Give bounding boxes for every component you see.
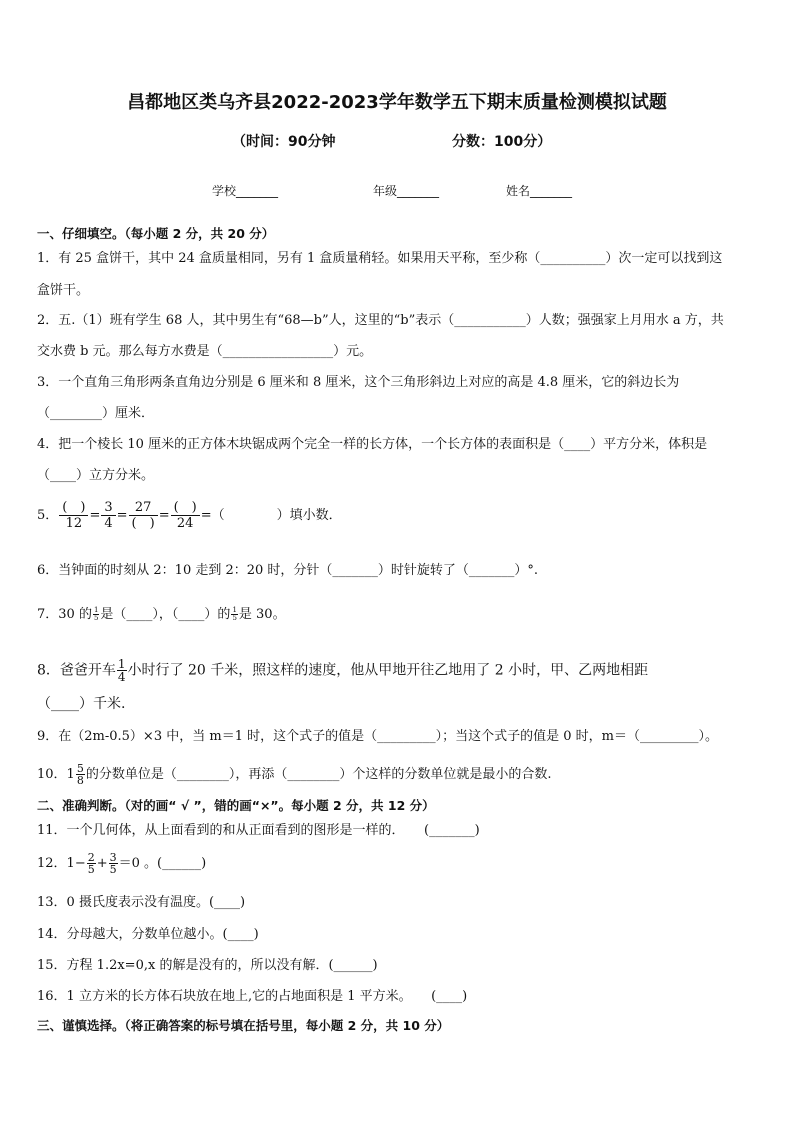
question-6: 6．当钟面的时刻从 2：10 走到 2：20 时，分针（_______）时针旋转了（_______）°.	[37, 563, 539, 578]
page-title: 昌都地区类乌齐县2022-2023学年数学五下期末质量检测模拟试题	[127, 92, 667, 113]
section-1-heading: 一、仔细填空。（每小题 2 分，共 20 分）	[37, 226, 275, 241]
question-1-line-2: 盒饼干。	[37, 283, 90, 298]
fraction-1-over-5: $\frac{1}{5}$	[93, 606, 99, 622]
question-11: 11．一个几何体，从上面看到的和从正面看到的图形是一样的． (_______)	[37, 823, 480, 838]
question-5-number: 5．	[37, 508, 59, 523]
question-5-tail: =（ ）填小数．	[200, 508, 342, 523]
fraction-2-over-5: $\frac{2}{5}$	[87, 851, 95, 876]
fraction-5-over-8: $\frac{5}{8}$	[76, 762, 84, 787]
question-12: 12．1− $\frac{2}{5}$ + $\frac{3}{5}$ ＝0 。(______)	[37, 851, 207, 876]
fraction-blank-over-24: $\frac{( )}{24}$	[171, 500, 200, 531]
exam-score: 分数：100分）	[452, 134, 552, 150]
section-2-heading: 二、准确判断。（对的画“ √ ”，错的画“×”。每小题 2 分，共 12 分）	[37, 798, 435, 813]
question-16: 16．1 立方米的长方体石块放在地上,它的占地面积是 1 平方米。 (____)	[37, 989, 468, 1004]
exam-time: （时间：90分钟	[232, 134, 336, 150]
fraction-blank-over-12: $\frac{( )}{12}$	[59, 500, 88, 531]
question-1-line-1: 1．有 25 盒饼干，其中 24 盒质量相同，另有 1 盒质量稍轻。如果用天平称，至少称（__________）次一定可以找到这	[37, 251, 723, 266]
question-3-line-1: 3．一个直角三角形两条直角边分别是 6 厘米和 8 厘米，这个三角形斜边上对应的高是 4.8 厘米，它的斜边长为	[37, 375, 680, 390]
question-7: 7．30 的 $\frac{1}{5}$ 是（____），（____）的 $\frac{1}{5}$ 是 30。	[37, 606, 286, 622]
fraction-3-over-4: $\frac{3}{4}$	[101, 500, 115, 531]
question-8-line-2: （____）千米.	[37, 696, 126, 712]
question-14: 14．分母越大，分数单位越小。(____)	[37, 927, 259, 942]
question-5: 5． $\frac{( )}{12}$ = $\frac{3}{4}$ = $\frac{27}{( )}$ = $\frac{( )}{24}$ =（ ）填小数．	[37, 500, 342, 531]
question-8-line-1: 8．爸爸开车 $\frac{1}{4}$ 小时行了 20 千米，照这样的速度，他从甲地开往乙地用了 2 小时，甲、乙两地相距	[37, 657, 649, 684]
question-3-line-2: （________）厘米．	[37, 406, 155, 421]
question-4-line-2: （____）立方分米。	[37, 468, 155, 483]
question-4-line-1: 4．把一个棱长 10 厘米的正方体木块锯成两个完全一样的长方体，一个长方体的表面积是（____）平方分米，体积是	[37, 437, 708, 452]
school-field: 学校_______	[212, 184, 279, 198]
question-10: 10．1 $\frac{5}{8}$ 的分数单位是（________），再添（________）个这样的分数单位就是最小的合数.	[37, 762, 552, 787]
grade-field: 年级_______	[373, 184, 440, 198]
fraction-1-over-4: $\frac{1}{4}$	[117, 657, 126, 684]
fraction-1-over-5-second: $\frac{1}{5}$	[232, 606, 237, 622]
fraction-27-over-blank: $\frac{27}{( )}$	[129, 500, 158, 531]
question-15: 15．方程 1.2x=0,x 的解是没有的，所以没有解．(______)	[37, 958, 378, 973]
fraction-3-over-5: $\frac{3}{5}$	[109, 851, 117, 876]
question-2-line-1: 2．五.（1）班有学生 68 人，其中男生有“68—b”人，这里的“b”表示（___________）人数；强强家上月用水 a 方，共	[37, 313, 724, 328]
section-3-heading: 三、谨慎选择。（将正确答案的标号填在括号里，每小题 2 分，共 10 分）	[37, 1018, 450, 1033]
question-2-line-2: 交水费 b 元。那么每方水费是（_________________）元。	[37, 344, 373, 359]
question-9: 9．在（2m-0.5）×3 中，当 m＝1 时，这个式子的值是（_________）；当这个式子的值是 0 时，m＝（_________）。	[37, 729, 718, 744]
name-field: 姓名_______	[506, 184, 573, 198]
question-13: 13．0 摄氏度表示没有温度。(____)	[37, 895, 246, 910]
